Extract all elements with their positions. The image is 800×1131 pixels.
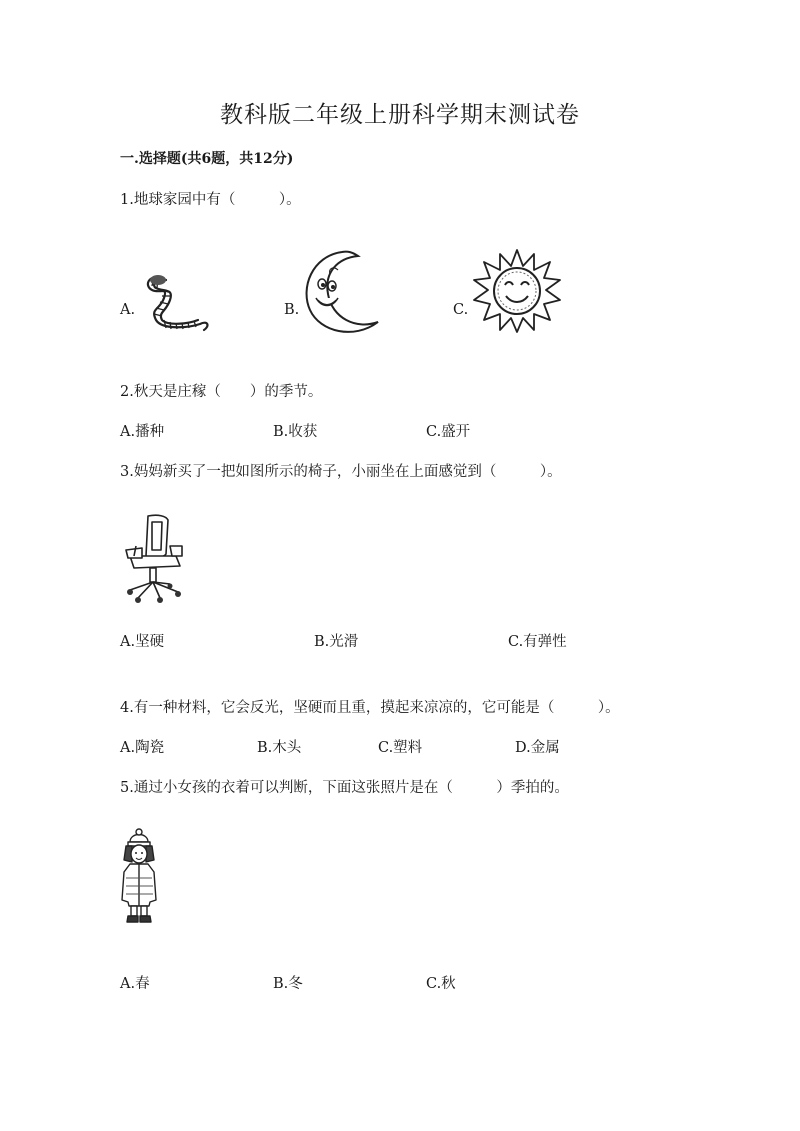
question-1-option-b-label: B. [284,302,300,318]
question-4-option-c[interactable]: C.塑料 [378,740,423,756]
question-5-option-a[interactable]: A.春 [120,976,150,992]
question-4-text: 4.有一种材料，它会反光，坚硬而且重，摸起来凉凉的，它可能是（ ）。 [120,700,620,716]
question-1-option-a-label: A. [120,302,136,318]
question-4-option-b[interactable]: B.木头 [257,740,302,756]
page-title: 教科版二年级上册科学期末测试卷 [220,102,580,128]
question-2-option-a[interactable]: A.播种 [120,424,165,440]
question-2-option-c[interactable]: C.盛开 [426,424,471,440]
question-2-text: 2.秋天是庄稼（ ）的季节。 [120,384,323,400]
question-3-text: 3.妈妈新买了一把如图所示的椅子，小丽坐在上面感觉到（ ）。 [120,464,562,480]
question-4-option-d[interactable]: D.金属 [515,740,560,756]
question-1-option-c-label: C. [453,302,469,318]
earthworm-image [140,268,215,340]
question-5-option-b[interactable]: B.冬 [273,976,303,992]
crescent-moon-icon [298,248,388,344]
question-3-option-b[interactable]: B.光滑 [314,634,359,650]
sun-icon [472,248,562,338]
question-3-option-a[interactable]: A.坚硬 [120,634,165,650]
question-5-option-c[interactable]: C.秋 [426,976,456,992]
girl-in-winter-coat-image [118,828,160,932]
section-heading: 一.选择题(共6题，共12分) [120,151,294,167]
question-4-option-a[interactable]: A.陶瓷 [120,740,165,756]
office-chair-image [124,512,186,606]
question-5-text: 5.通过小女孩的衣着可以判断，下面这张照片是在（ ）季拍的。 [120,780,569,796]
question-1-text: 1.地球家园中有（ ）。 [120,192,301,208]
question-2-option-b[interactable]: B.收获 [273,424,318,440]
question-3-option-c[interactable]: C.有弹性 [508,634,567,650]
